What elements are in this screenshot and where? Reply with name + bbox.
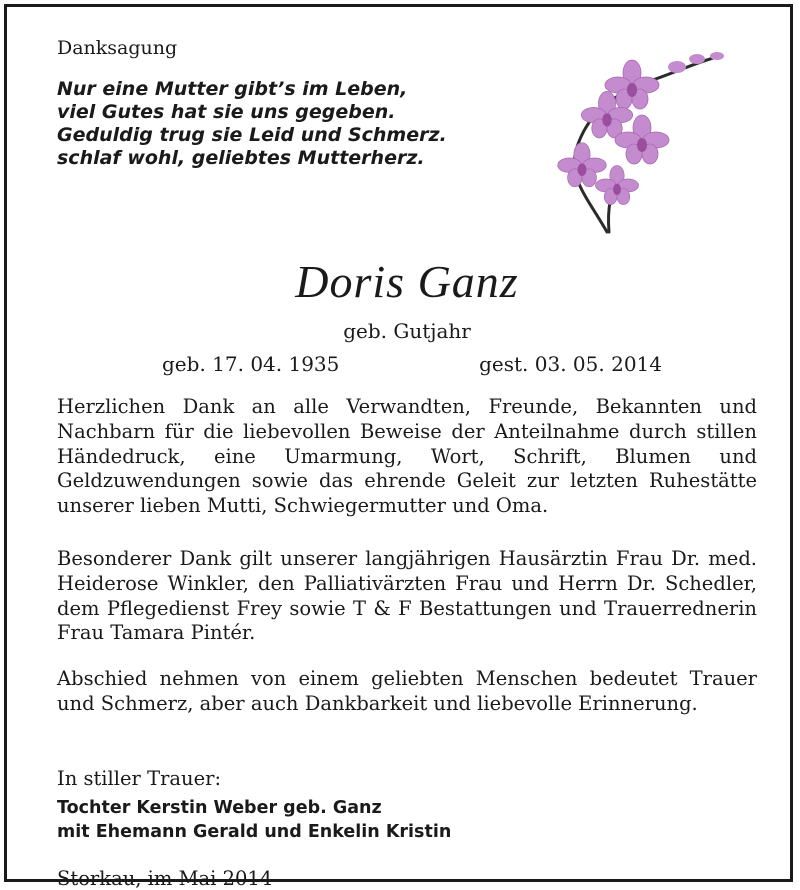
death-date: gest. 03. 05. 2014 bbox=[479, 352, 662, 376]
thanks-paragraph: Herzlichen Dank an alle Verwandten, Freunde, Bekannten und Nachbarn für die liebevollen Beweise der Anteilnahme durch stillen Händedruck, eine Umarmung, Wort, Schrift, Blumen und Geldzuwendungen sowie das ehrende Geleit zur letzten Ruhestätte unserer lieben Mutti, Schwiegermutter und Oma. bbox=[57, 395, 757, 517]
signers bbox=[57, 797, 451, 844]
poem-line: Nur eine Mutter gibt’s im Leben, bbox=[57, 77, 408, 100]
signer-line: Tochter Kerstin Weber geb. Ganz bbox=[57, 798, 382, 818]
birth-name: geb. Gutjahr bbox=[343, 319, 471, 343]
life-dates bbox=[162, 352, 662, 376]
poem-line: viel Gutes hat sie uns gegeben. bbox=[57, 100, 396, 123]
grief-line: In stiller Trauer: bbox=[57, 767, 222, 790]
poem-line: Geduldig trug sie Leid und Schmerz. bbox=[57, 124, 447, 147]
signer-line: mit Ehemann Gerald und Enkelin Kristin bbox=[57, 821, 452, 842]
farewell-paragraph: Abschied nehmen von einem geliebten Menschen bedeutet Trauer und Schmerz, aber auch Dankbarkeit und liebevolle Erinnerung. bbox=[57, 667, 757, 715]
poem-line: schlaf wohl, geliebtes Mutterherz. bbox=[57, 147, 425, 170]
notice-heading: Danksagung bbox=[57, 37, 178, 59]
notice-border bbox=[4, 4, 793, 890]
place-date: Storkau, im Mai 2014 bbox=[57, 867, 273, 890]
orchid-icon bbox=[547, 47, 747, 247]
deceased-name: Doris Ganz bbox=[295, 256, 519, 307]
birth-date: geb. 17. 04. 1935 bbox=[162, 352, 340, 376]
special-thanks-paragraph: Besonderer Dank gilt unserer langjährigen Hausärztin Frau Dr. med. Heiderose Winkler, den Palliativärzten Frau und Herrn Dr. Schedler, dem Pflegedienst Frey sowie T & F Bestattungen und Trauerrednerin Frau Tamara Pintér. bbox=[57, 547, 757, 645]
